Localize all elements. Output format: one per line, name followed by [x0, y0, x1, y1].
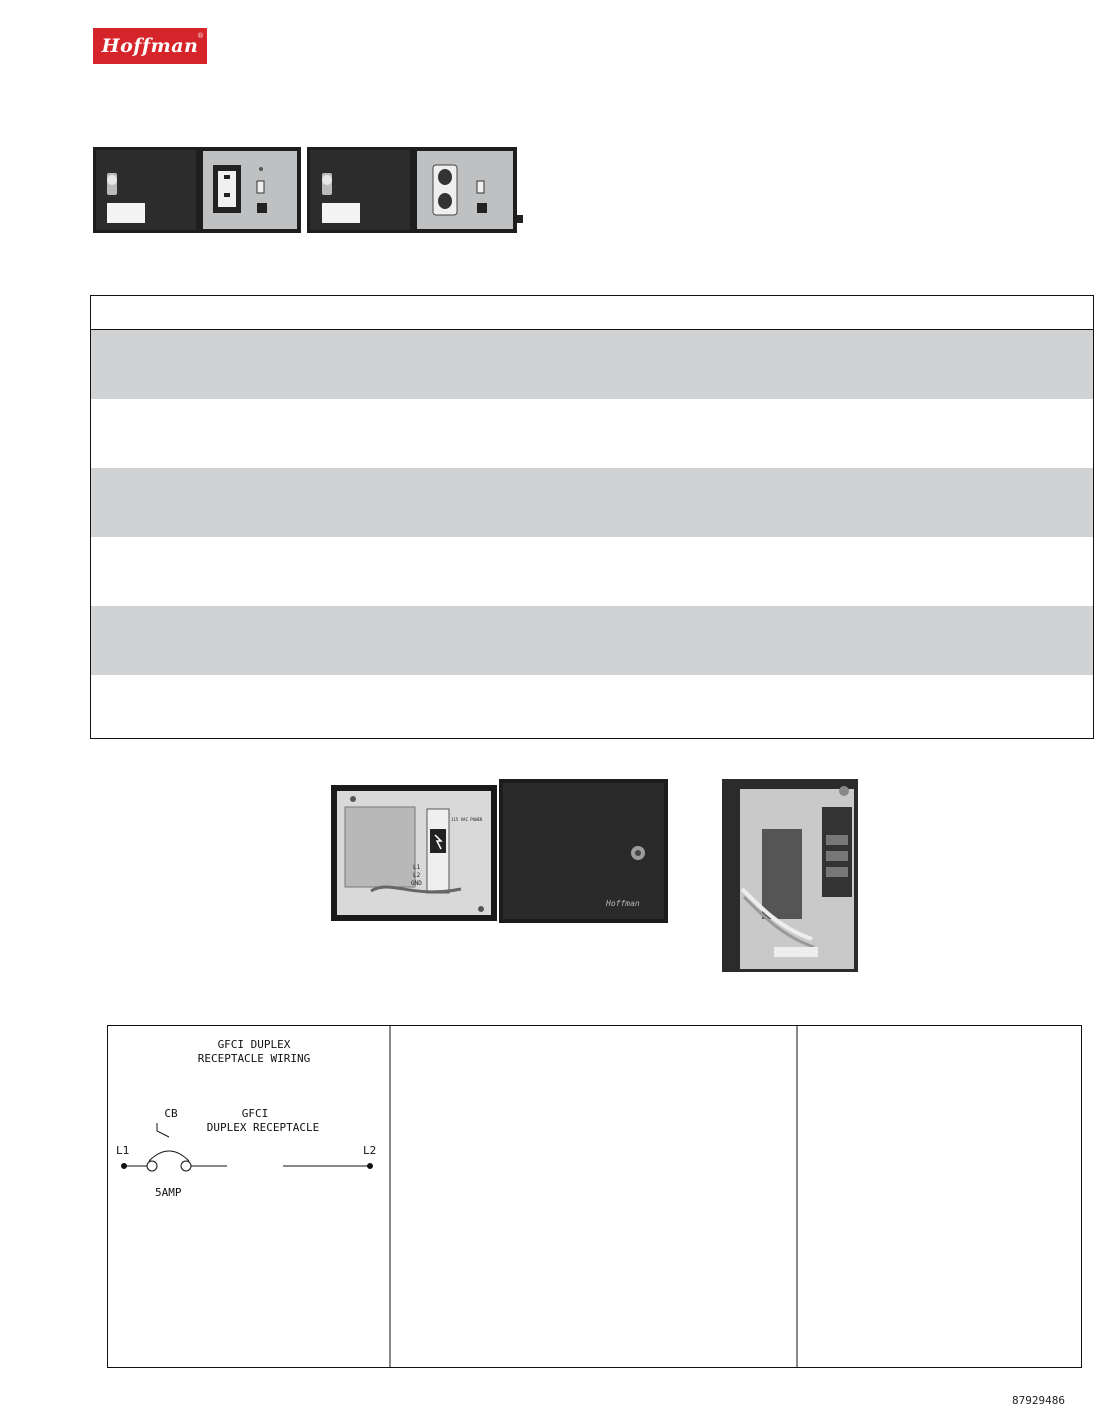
terminal-label-l2: L2 [413, 872, 421, 879]
gfci-breaker-lever [157, 1123, 169, 1137]
spec-table-header [91, 296, 1093, 330]
product-photo-enclosures [93, 145, 525, 235]
power-label: 115 VAC POWER [451, 817, 483, 822]
enclosure-unit-duplex [307, 147, 523, 233]
terminal-label-l1: L1 [413, 864, 421, 871]
brand-logo [93, 28, 207, 64]
table-row [91, 606, 1093, 675]
gfci-breaker-contact [181, 1161, 191, 1171]
terminal-label-gnd: GND [411, 880, 422, 887]
gfci-amp-label: 5AMP [155, 1186, 182, 1199]
diagram-frame [108, 1026, 1082, 1368]
table-row [91, 330, 1093, 399]
gfci-l1-label: L1 [116, 1144, 130, 1157]
table-row [91, 537, 1093, 606]
gfci-wiring-panel [116, 1038, 376, 1313]
wiring-diagram [107, 1025, 1082, 1368]
gfci-receptacle-line2: DUPLEX RECEPTACLE [206, 1121, 320, 1134]
gfci-title-line1: GFCI DUPLEX [217, 1038, 291, 1051]
gfci-breaker-contact [147, 1161, 157, 1171]
product-photo-open-enclosure [331, 779, 668, 923]
spec-table [90, 295, 1094, 739]
registered-mark: ® [197, 33, 203, 40]
product-photo-terminal-closeup [722, 779, 858, 972]
document-code: 87929486 [1012, 1394, 1065, 1407]
brand-logo-text: Hoffman [101, 35, 199, 57]
table-row [91, 399, 1093, 468]
gfci-title-line2: RECEPTACLE WIRING [197, 1052, 311, 1065]
gfci-cb-label: CB [164, 1107, 178, 1120]
cover-logo-text: Hoffman [606, 899, 640, 908]
table-row [91, 675, 1093, 744]
gfci-receptacle-line1: GFCI [241, 1107, 269, 1120]
gfci-l2-label: L2 [363, 1144, 377, 1157]
table-row [91, 468, 1093, 537]
gfci-breaker-arc [149, 1151, 189, 1161]
enclosure-unit-gfci [93, 147, 301, 233]
